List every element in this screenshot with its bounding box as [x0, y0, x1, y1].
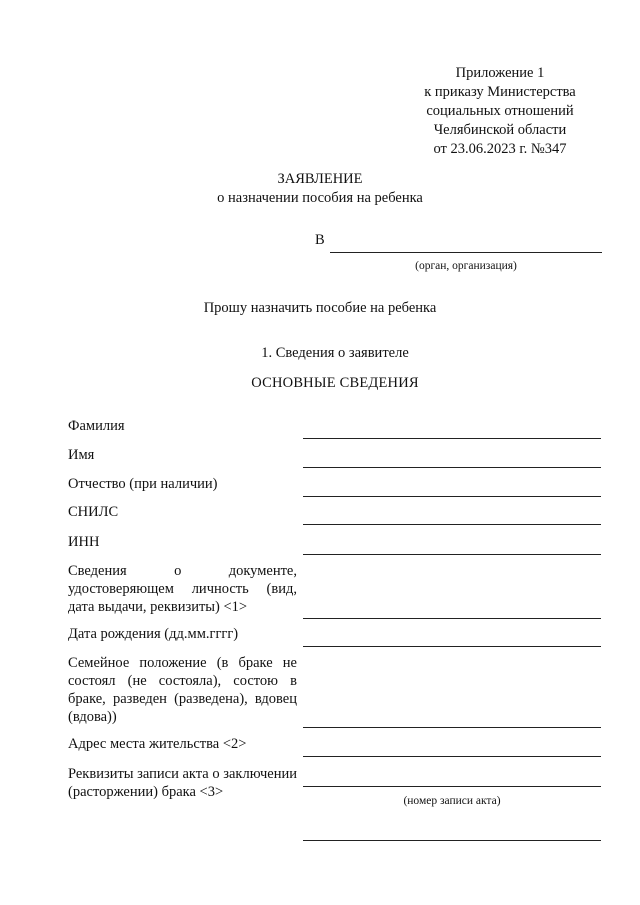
field-label-name: Имя	[68, 447, 95, 463]
field-label-marriage-record: Реквизиты записи акта о заключении (расторжении) брака <3>	[68, 766, 297, 800]
appendix-line-5: от 23.06.2023 г. №347	[433, 141, 567, 157]
recipient-caption: (орган, организация)	[415, 260, 517, 272]
subsection-title: ОСНОВНЫЕ СВЕДЕНИЯ	[251, 375, 419, 391]
field-line-identity-document[interactable]	[303, 618, 601, 619]
document-heading: ЗАЯВЛЕНИЕ	[277, 171, 363, 187]
field-line-marriage-record[interactable]	[303, 786, 601, 787]
field-line-patronymic[interactable]	[303, 496, 601, 497]
field-line-address[interactable]	[303, 756, 601, 757]
field-label-identity-document: Сведения о документе, удостоверяющем личность (вид, дата выдачи, реквизиты) <1>	[68, 563, 297, 615]
section-title: 1. Сведения о заявителе	[261, 345, 409, 361]
field-label-inn: ИНН	[68, 534, 100, 550]
recipient-prefix: В	[315, 232, 325, 248]
field-line-name[interactable]	[303, 467, 601, 468]
field-line-marriage-record-extra[interactable]	[303, 840, 601, 841]
marriage-record-caption: (номер записи акта)	[403, 795, 501, 807]
appendix-line-1: Приложение 1	[455, 65, 545, 81]
field-line-marital-status[interactable]	[303, 727, 601, 728]
field-label-snils: СНИЛС	[68, 504, 119, 520]
field-label-address: Адрес места жительства <2>	[68, 736, 247, 752]
field-label-birth-date: Дата рождения (дд.мм.гггг)	[68, 626, 239, 642]
field-label-surname: Фамилия	[68, 418, 125, 434]
request-text: Прошу назначить пособие на ребенка	[203, 300, 437, 316]
recipient-field[interactable]	[330, 252, 602, 253]
document-title	[0, 170, 640, 208]
field-line-snils[interactable]	[303, 524, 601, 525]
appendix-line-2: к приказу Министерства	[424, 84, 576, 100]
document-subheading: о назначении пособия на ребенка	[217, 190, 423, 206]
field-label-marital-status: Семейное положение (в браке не состоял (не состояла), состою в браке, разведен (разведена), вдовец (вдова))	[68, 655, 297, 725]
field-line-surname[interactable]	[303, 438, 601, 439]
appendix-line-4: Челябинской области	[433, 122, 567, 138]
field-line-inn[interactable]	[303, 554, 601, 555]
field-label-patronymic: Отчество (при наличии)	[68, 476, 218, 492]
appendix-reference	[410, 64, 590, 159]
appendix-line-3: социальных отношений	[426, 103, 574, 119]
field-line-birth-date[interactable]	[303, 646, 601, 647]
